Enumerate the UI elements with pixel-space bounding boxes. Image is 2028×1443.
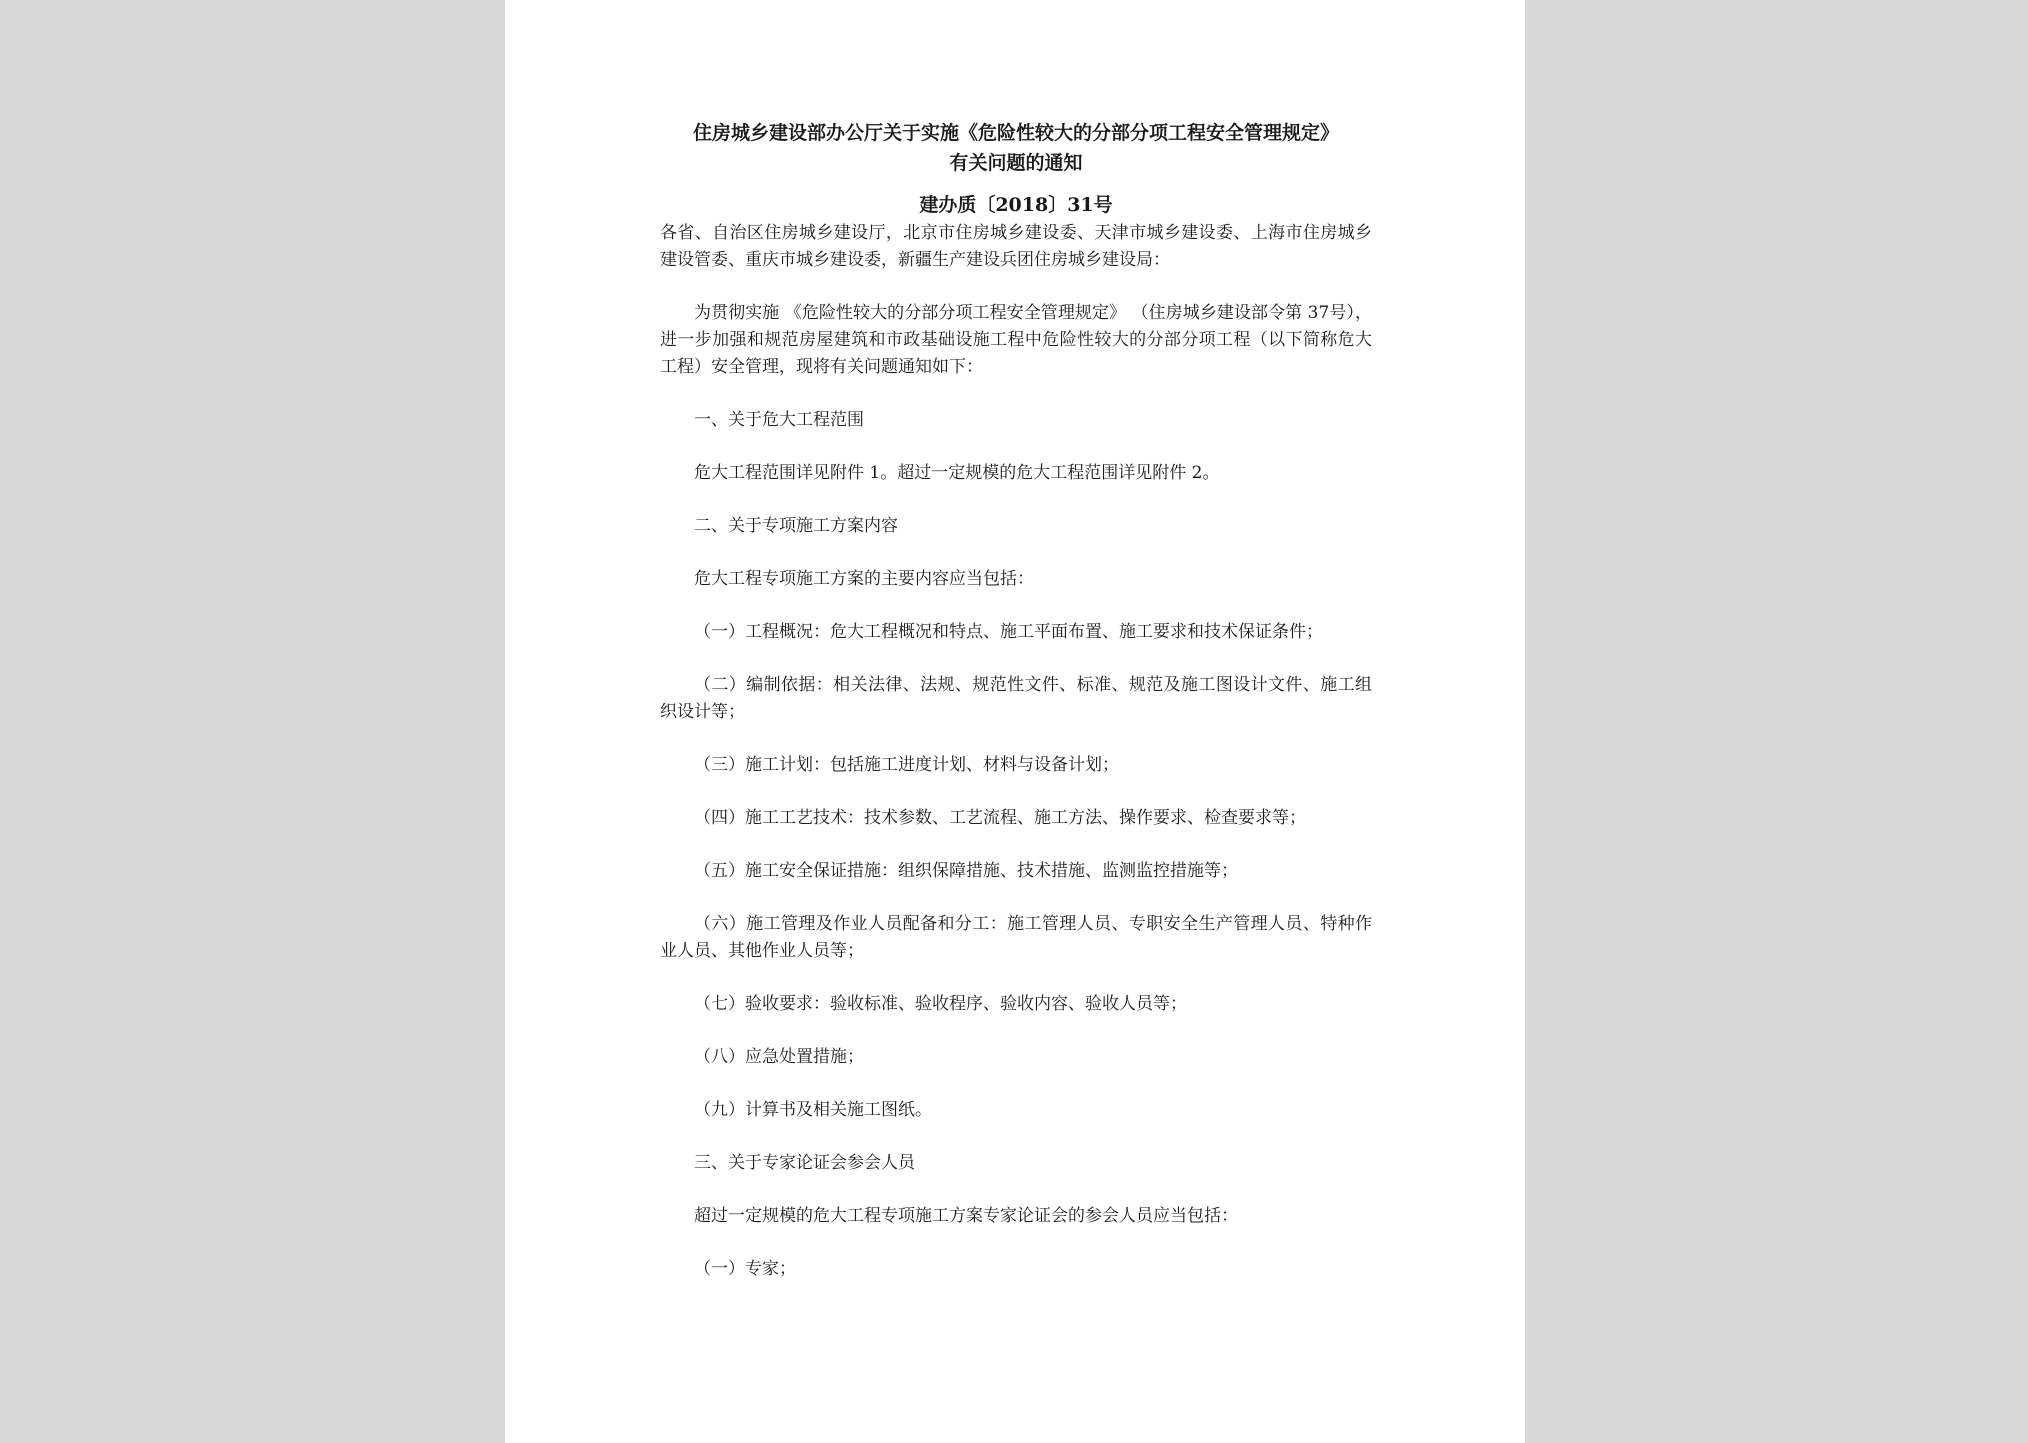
paragraph: 危大工程专项施工方案的主要内容应当包括：: [694, 569, 1034, 589]
list-item: （七）验收要求：验收标准、验收程序、验收内容、验收人员等；: [694, 994, 1187, 1014]
recipients: 各省、自治区住房城乡建设厅，北京市住房城乡建设委、天津市城乡建设委、上海市住房城乡建设管委、重庆市城乡建设委，新疆生产建设兵团住房城乡建设局：: [660, 223, 1372, 270]
document-page: [505, 0, 1525, 1443]
list-item: （八）应急处置措施；: [694, 1047, 864, 1067]
section-heading-3: 三、关于专家论证会参会人员: [694, 1153, 915, 1173]
title-line-2: 有关问题的通知: [949, 152, 1083, 174]
section-heading-2: 二、关于专项施工方案内容: [694, 516, 898, 536]
list-item: （四）施工工艺技术：技术参数、工艺流程、施工方法、操作要求、检查要求等；: [694, 808, 1306, 828]
list-item: （一）工程概况：危大工程概况和特点、施工平面布置、施工要求和技术保证条件；: [694, 622, 1323, 642]
document-content: [660, 118, 1372, 1283]
section-heading-1: 一、关于危大工程范围: [694, 410, 864, 430]
document-number: 建办质〔2018〕31号: [919, 194, 1113, 216]
list-item: （三）施工计划：包括施工进度计划、材料与设备计划；: [694, 755, 1119, 775]
document-title: [660, 118, 1372, 178]
list-item: （九）计算书及相关施工图纸。: [694, 1100, 932, 1120]
list-item: （二）编制依据：相关法律、法规、规范性文件、标准、规范及施工图设计文件、施工组织设计等；: [660, 675, 1372, 722]
list-item: （五）施工安全保证措施：组织保障措施、技术措施、监测监控措施等；: [694, 861, 1238, 881]
title-line-1: 住房城乡建设部办公厅关于实施《危险性较大的分部分项工程安全管理规定》: [692, 122, 1339, 144]
paragraph-intro: 为贯彻实施 《危险性较大的分部分项工程安全管理规定》 （住房城乡建设部令第 37号），进一步加强和规范房屋建筑和市政基础设施工程中危险性较大的分部分项工程（以下简称危大工程）安全管理，现将有关问题通知如下：: [660, 303, 1372, 377]
list-item: （一）专家；: [694, 1259, 796, 1279]
list-item: （六）施工管理及作业人员配备和分工：施工管理人员、专职安全生产管理人员、特种作业人员、其他作业人员等；: [660, 914, 1372, 961]
paragraph: 超过一定规模的危大工程专项施工方案专家论证会的参会人员应当包括：: [694, 1206, 1238, 1226]
paragraph: 危大工程范围详见附件 1。超过一定规模的危大工程范围详见附件 2。: [694, 463, 1220, 483]
